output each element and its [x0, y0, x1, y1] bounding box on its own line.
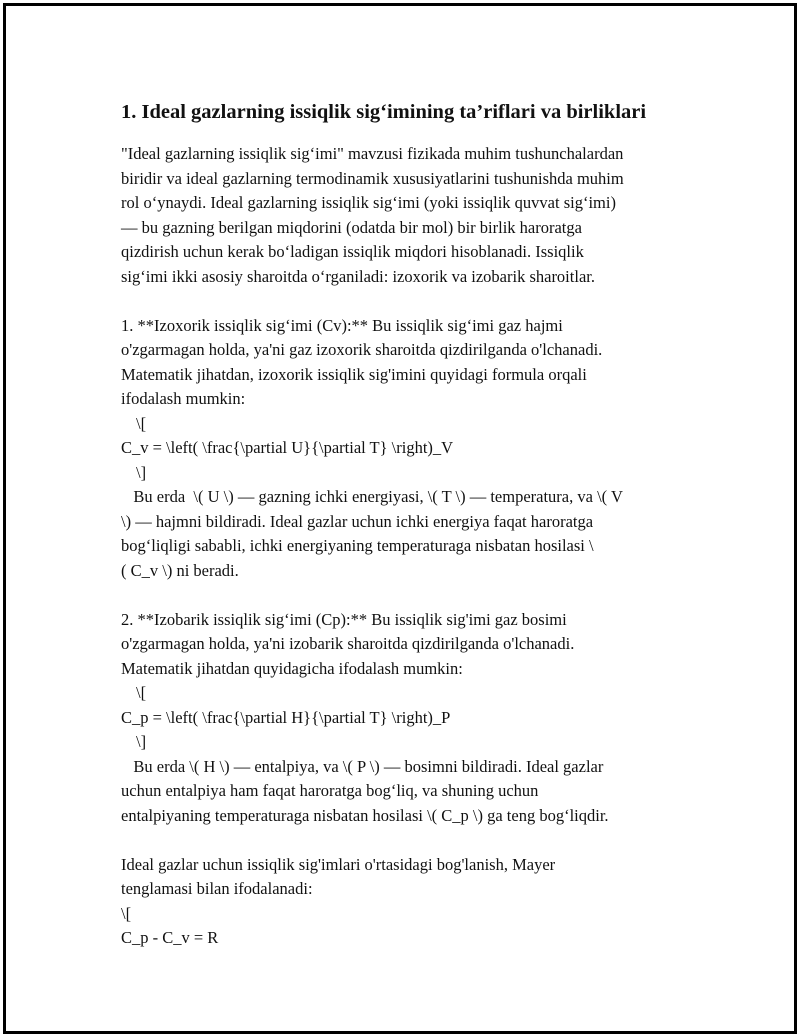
text-line: qizdirish uchun kerak bo‘ladigan issiqlik miqdori hisoblanadi. Issiqlik: [121, 242, 584, 261]
text-line: ifodalash mumkin:: [121, 389, 246, 408]
blank-line: [121, 583, 691, 608]
text-line: ( C_v \) ni beradi.: [121, 560, 239, 580]
text-line: Ideal gazlar uchun issiqlik sig'imlari o'rtasidagi bog'lanish, Mayer: [121, 854, 556, 874]
text-line: biridir va ideal gazlarning termodinamik xususiyatlarini tushunishda muhim: [121, 168, 624, 188]
text-line: \[: [136, 413, 147, 433]
text-line: \]: [136, 462, 147, 482]
text-line: Bu erda \( U \) — gazning ichki energiyasi, \( T \) — temperatura, va \( V: [121, 487, 623, 506]
document-body: [121, 98, 691, 951]
text-line: 2. **Izobarik issiqlik sig‘imi (Cp):** Bu issiqlik sig'imi gaz bosimi: [121, 609, 567, 629]
paragraph-lines: [121, 142, 691, 951]
text-line: C_p - C_v = R: [121, 928, 219, 947]
text-line: entalpiyaning temperaturaga nisbatan hosilasi \( C_p \) ga teng bog‘liqdir.: [121, 805, 609, 825]
text-line: o'zgarmagan holda, ya'ni gaz izoxorik sharoitda qizdirilganda o'lchanadi.: [121, 340, 603, 359]
text-line: Bu erda \( H \) — entalpiya, va \( P \) — bosimni bildiradi. Ideal gazlar: [121, 756, 604, 776]
blank-line: [121, 289, 691, 314]
blank-line: [121, 828, 691, 853]
text-line: C_p = \left( \frac{\partial H}{\partial T} \right)_P: [121, 707, 451, 727]
text-line: uchun entalpiya ham faqat haroratga bog‘liq, va shuning uchun: [121, 781, 539, 800]
text-line: Matematik jihatdan quyidagicha ifodalash mumkin:: [121, 658, 463, 678]
text-line: C_v = \left( \frac{\partial U}{\partial T} \right)_V: [121, 438, 454, 457]
text-line: o'zgarmagan holda, ya'ni izobarik sharoitda qizdirilganda o'lchanadi.: [121, 634, 575, 653]
text-line: — bu gazning berilgan miqdorini (odatda bir mol) bir birlik haroratga: [121, 217, 582, 237]
text-line: sig‘imi ikki asosiy sharoitda o‘rganiladi: izoxorik va izobarik sharoitlar.: [121, 266, 595, 286]
text-line: \[: [121, 903, 132, 923]
text-line: \]: [136, 732, 147, 751]
text-line: \[: [136, 683, 147, 702]
text-line: Matematik jihatdan, izoxorik issiqlik sig'imini quyidagi formula orqali: [121, 364, 587, 384]
text-line: rol o‘ynaydi. Ideal gazlarning issiqlik sig‘imi (yoki issiqlik quvvat sig‘imi): [121, 193, 616, 212]
text-line: bog‘liqligi sababli, ichki energiyaning temperaturaga nisbatan hosilasi \: [121, 536, 594, 555]
text-line: tenglamasi bilan ifodalanadi:: [121, 879, 313, 898]
text-line: 1. **Izoxorik issiqlik sig‘imi (Cv):** Bu issiqlik sig‘imi gaz hajmi: [121, 315, 563, 335]
section-heading: 1. Ideal gazlarning issiqlik sig‘imining ta’riflari va birliklari: [121, 101, 647, 123]
text-line: "Ideal gazlarning issiqlik sig‘imi" mavzusi fizikada muhim tushunchalardan: [121, 144, 624, 163]
text-line: \) — hajmni bildiradi. Ideal gazlar uchun ichki energiya faqat haroratga: [121, 511, 594, 531]
page-border: [3, 3, 797, 1034]
